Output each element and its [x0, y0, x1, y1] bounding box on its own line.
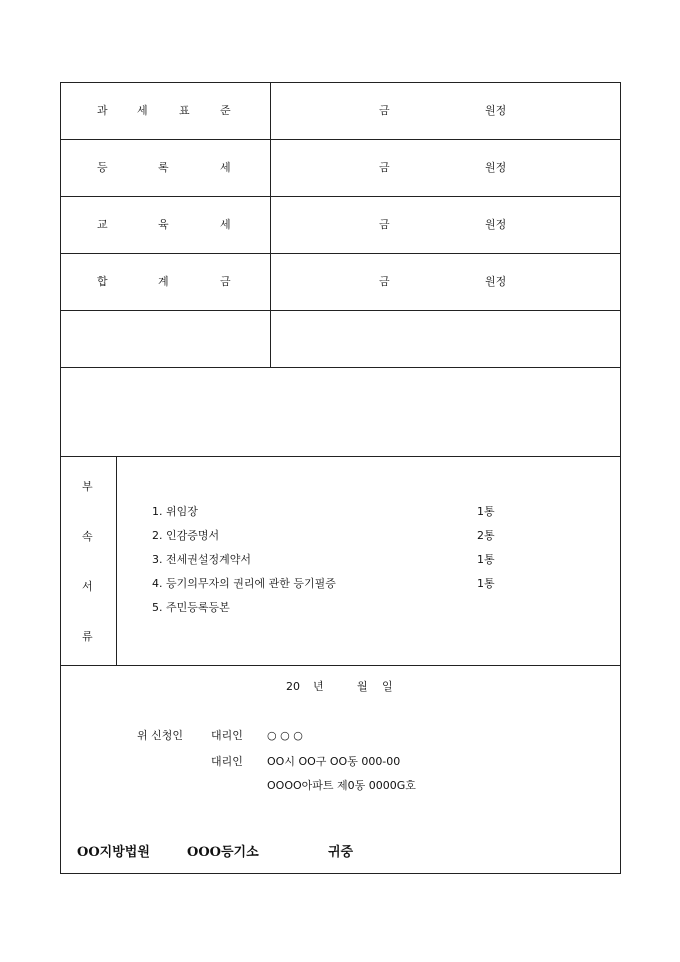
agent-address-line1: OO시 OO구 OO동 000-00 [267, 755, 401, 768]
fee-row-registration-tax [61, 140, 620, 197]
attachment-item-name: 4. 등기의무자의 권리에 관한 등기필증 [152, 577, 336, 590]
empty-row [61, 311, 620, 368]
fee-label-char: 세 [220, 161, 231, 174]
attachment-item-count: 1통 [477, 553, 495, 566]
fee-label-char: 표 [179, 104, 190, 117]
attachments-label-char: 류 [82, 630, 93, 643]
fee-label-char: 록 [158, 161, 169, 174]
fee-label-char: 과 [97, 104, 108, 117]
fee-suffix: 원정 [485, 161, 507, 174]
fee-label-char: 육 [158, 218, 169, 231]
fee-suffix: 원정 [485, 104, 507, 117]
fee-currency: 금 [379, 275, 390, 288]
fee-label-char: 세 [137, 104, 148, 117]
signature-section [61, 666, 620, 875]
column-divider [270, 254, 271, 310]
attachments-label-char: 서 [82, 580, 93, 593]
fee-label-char: 세 [220, 218, 231, 231]
attachment-item-name: 3. 전세권설정계약서 [152, 553, 251, 566]
fee-row-tax-base [61, 83, 620, 140]
date-day-unit: 일 [382, 680, 393, 693]
fee-label-char: 계 [158, 275, 169, 288]
attachment-item-name: 1. 위임장 [152, 505, 198, 518]
attachments-section [61, 457, 620, 666]
attachment-item-name: 5. 주민등록등본 [152, 601, 230, 614]
column-divider [270, 140, 271, 196]
date-month-unit: 월 [357, 680, 368, 693]
fee-label-char: 준 [220, 104, 231, 117]
court-name: OO지방법원 [77, 845, 150, 860]
fee-suffix: 원정 [485, 275, 507, 288]
column-divider [270, 197, 271, 253]
applicant-label: 위 신청인 [137, 729, 184, 742]
fee-label-char: 금 [220, 275, 231, 288]
honorific: 귀중 [328, 845, 354, 860]
column-divider [270, 311, 271, 367]
attachment-item-count: 1통 [477, 505, 495, 518]
agent-label: 대리인 [211, 729, 243, 742]
fee-label-char: 등 [97, 161, 108, 174]
agent-label-2: 대리인 [211, 755, 243, 768]
attachments-label-char: 부 [82, 480, 93, 493]
fee-currency: 금 [379, 218, 390, 231]
date-year: 20 [286, 680, 300, 693]
fee-label-char: 교 [97, 218, 108, 231]
registry-office: OOO등기소 [187, 845, 259, 860]
registration-application-form [60, 82, 621, 874]
fee-row-total [61, 254, 620, 311]
fee-label-char: 합 [97, 275, 108, 288]
agent-name: ○ ○ ○ [267, 729, 303, 742]
attachment-item-count: 1통 [477, 577, 495, 590]
date-year-unit: 년 [313, 680, 324, 693]
fee-currency: 금 [379, 104, 390, 117]
attachment-item-count: 2통 [477, 529, 495, 542]
blank-section [61, 368, 620, 457]
fee-row-education-tax [61, 197, 620, 254]
attachment-item-name: 2. 인감증명서 [152, 529, 220, 542]
fee-suffix: 원정 [485, 218, 507, 231]
agent-address-line2: OOOO아파트 제0동 0000G호 [267, 779, 416, 792]
column-divider [270, 83, 271, 139]
column-divider [116, 457, 117, 665]
fee-currency: 금 [379, 161, 390, 174]
attachments-label-char: 속 [82, 530, 93, 543]
